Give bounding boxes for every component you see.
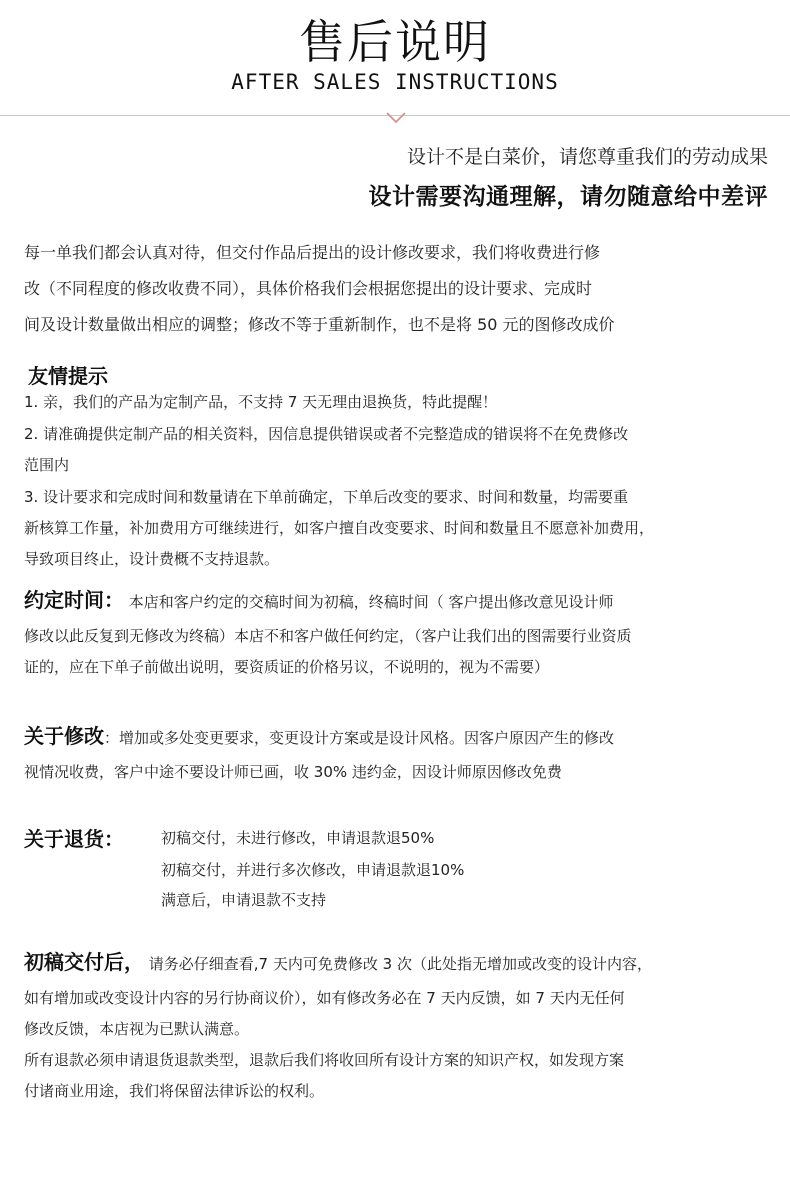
modification-heading: 关于修改 (24, 724, 104, 748)
agreed-time-text: 本店和客户约定的交稿时间为初稿，终稿时间（ 客户提出修改意见设计师 (128, 593, 614, 611)
returns-heading: 关于退货： (24, 827, 124, 851)
modification-line: 视情况收费，客户中途不要设计师已画，收 30% 违约金，因设计师原因修改免费 (24, 763, 562, 781)
after-draft-line: 如有增加或改变设计内容的另行协商议价），如有修改务必在 7 天内反馈，如 7 天内无任何 (24, 989, 625, 1007)
after-draft-line: 所有退款必须申请退货退款类型，退款后我们将收回所有设计方案的知识产权，如发现方案 (24, 1051, 625, 1069)
page-title-cn: 售后说明 (299, 15, 491, 69)
agreed-time-line: 修改以此反复到无修改为终稿）本店不和客户做任何约定，（客户让我们出的图需要行业资质 (24, 627, 632, 645)
after-draft-first-line (24, 946, 774, 975)
slogan-respect: 设计不是白菜价，请您尊重我们的劳动成果 (406, 146, 768, 168)
chevron-down-icon (385, 110, 407, 126)
agreed-time-heading: 约定时间： (24, 588, 124, 612)
after-draft-line: 付诸商业用途，我们将保留法律诉讼的权利。 (24, 1082, 325, 1100)
after-draft-text: 请务必仔细查看,7 天内可免费修改 3 次（此处指无增加或改变的设计内容， (148, 955, 652, 973)
returns-line: 初稿交付，未进行修改，申请退款退50% (161, 829, 435, 847)
after-draft-heading: 初稿交付后， (24, 950, 144, 974)
tips-line: 2. 请准确提供定制产品的相关资料，因信息提供错误或者不完整造成的错误将不在免费修改 (24, 425, 629, 443)
intro-line: 间及设计数量做出相应的调整；修改不等于重新制作，也不是将 50 元的图修改成价 (24, 315, 615, 334)
agreed-time-first-line (24, 584, 774, 613)
modification-first-line (24, 720, 774, 749)
returns-line: 满意后，申请退款不支持 (161, 891, 327, 909)
page-title-en: AFTER SALES INSTRUCTIONS (231, 70, 559, 94)
tips-line: 新核算工作量，补加费用方可继续进行，如客户擅自改变要求、时间和数量且不愿意补加费用， (24, 519, 655, 537)
after-draft-line: 修改反馈，本店视为已默认满意。 (24, 1020, 250, 1038)
tips-line: 1. 亲，我们的产品为定制产品，不支持 7 天无理由退换货，特此提醒！ (24, 393, 498, 411)
intro-line: 改（不同程度的修改收费不同），具体价格我们会根据您提出的设计要求、完成时 (24, 279, 593, 298)
tips-line: 范围内 (24, 456, 70, 474)
tips-heading: 友情提示 (28, 364, 108, 388)
agreed-time-line: 证的，应在下单子前做出说明，要资质证的价格另议，不说明的，视为不需要） (24, 658, 550, 676)
tips-line: 导致项目终止，设计费概不支持退款。 (24, 550, 280, 568)
intro-line: 每一单我们都会认真对待，但交付作品后提出的设计修改要求，我们将收费进行修 (24, 243, 601, 262)
slogan-no-bad-review: 设计需要沟通理解，请勿随意给中差评 (368, 184, 768, 210)
modification-text: ：增加或多处变更要求，变更设计方案或是设计风格。因客户原因产生的修改 (104, 729, 615, 747)
tips-line: 3. 设计要求和完成时间和数量请在下单前确定，下单后改变的要求、时间和数量，均需要重 (24, 488, 629, 506)
returns-line: 初稿交付，并进行多次修改，申请退款退10% (161, 861, 465, 879)
